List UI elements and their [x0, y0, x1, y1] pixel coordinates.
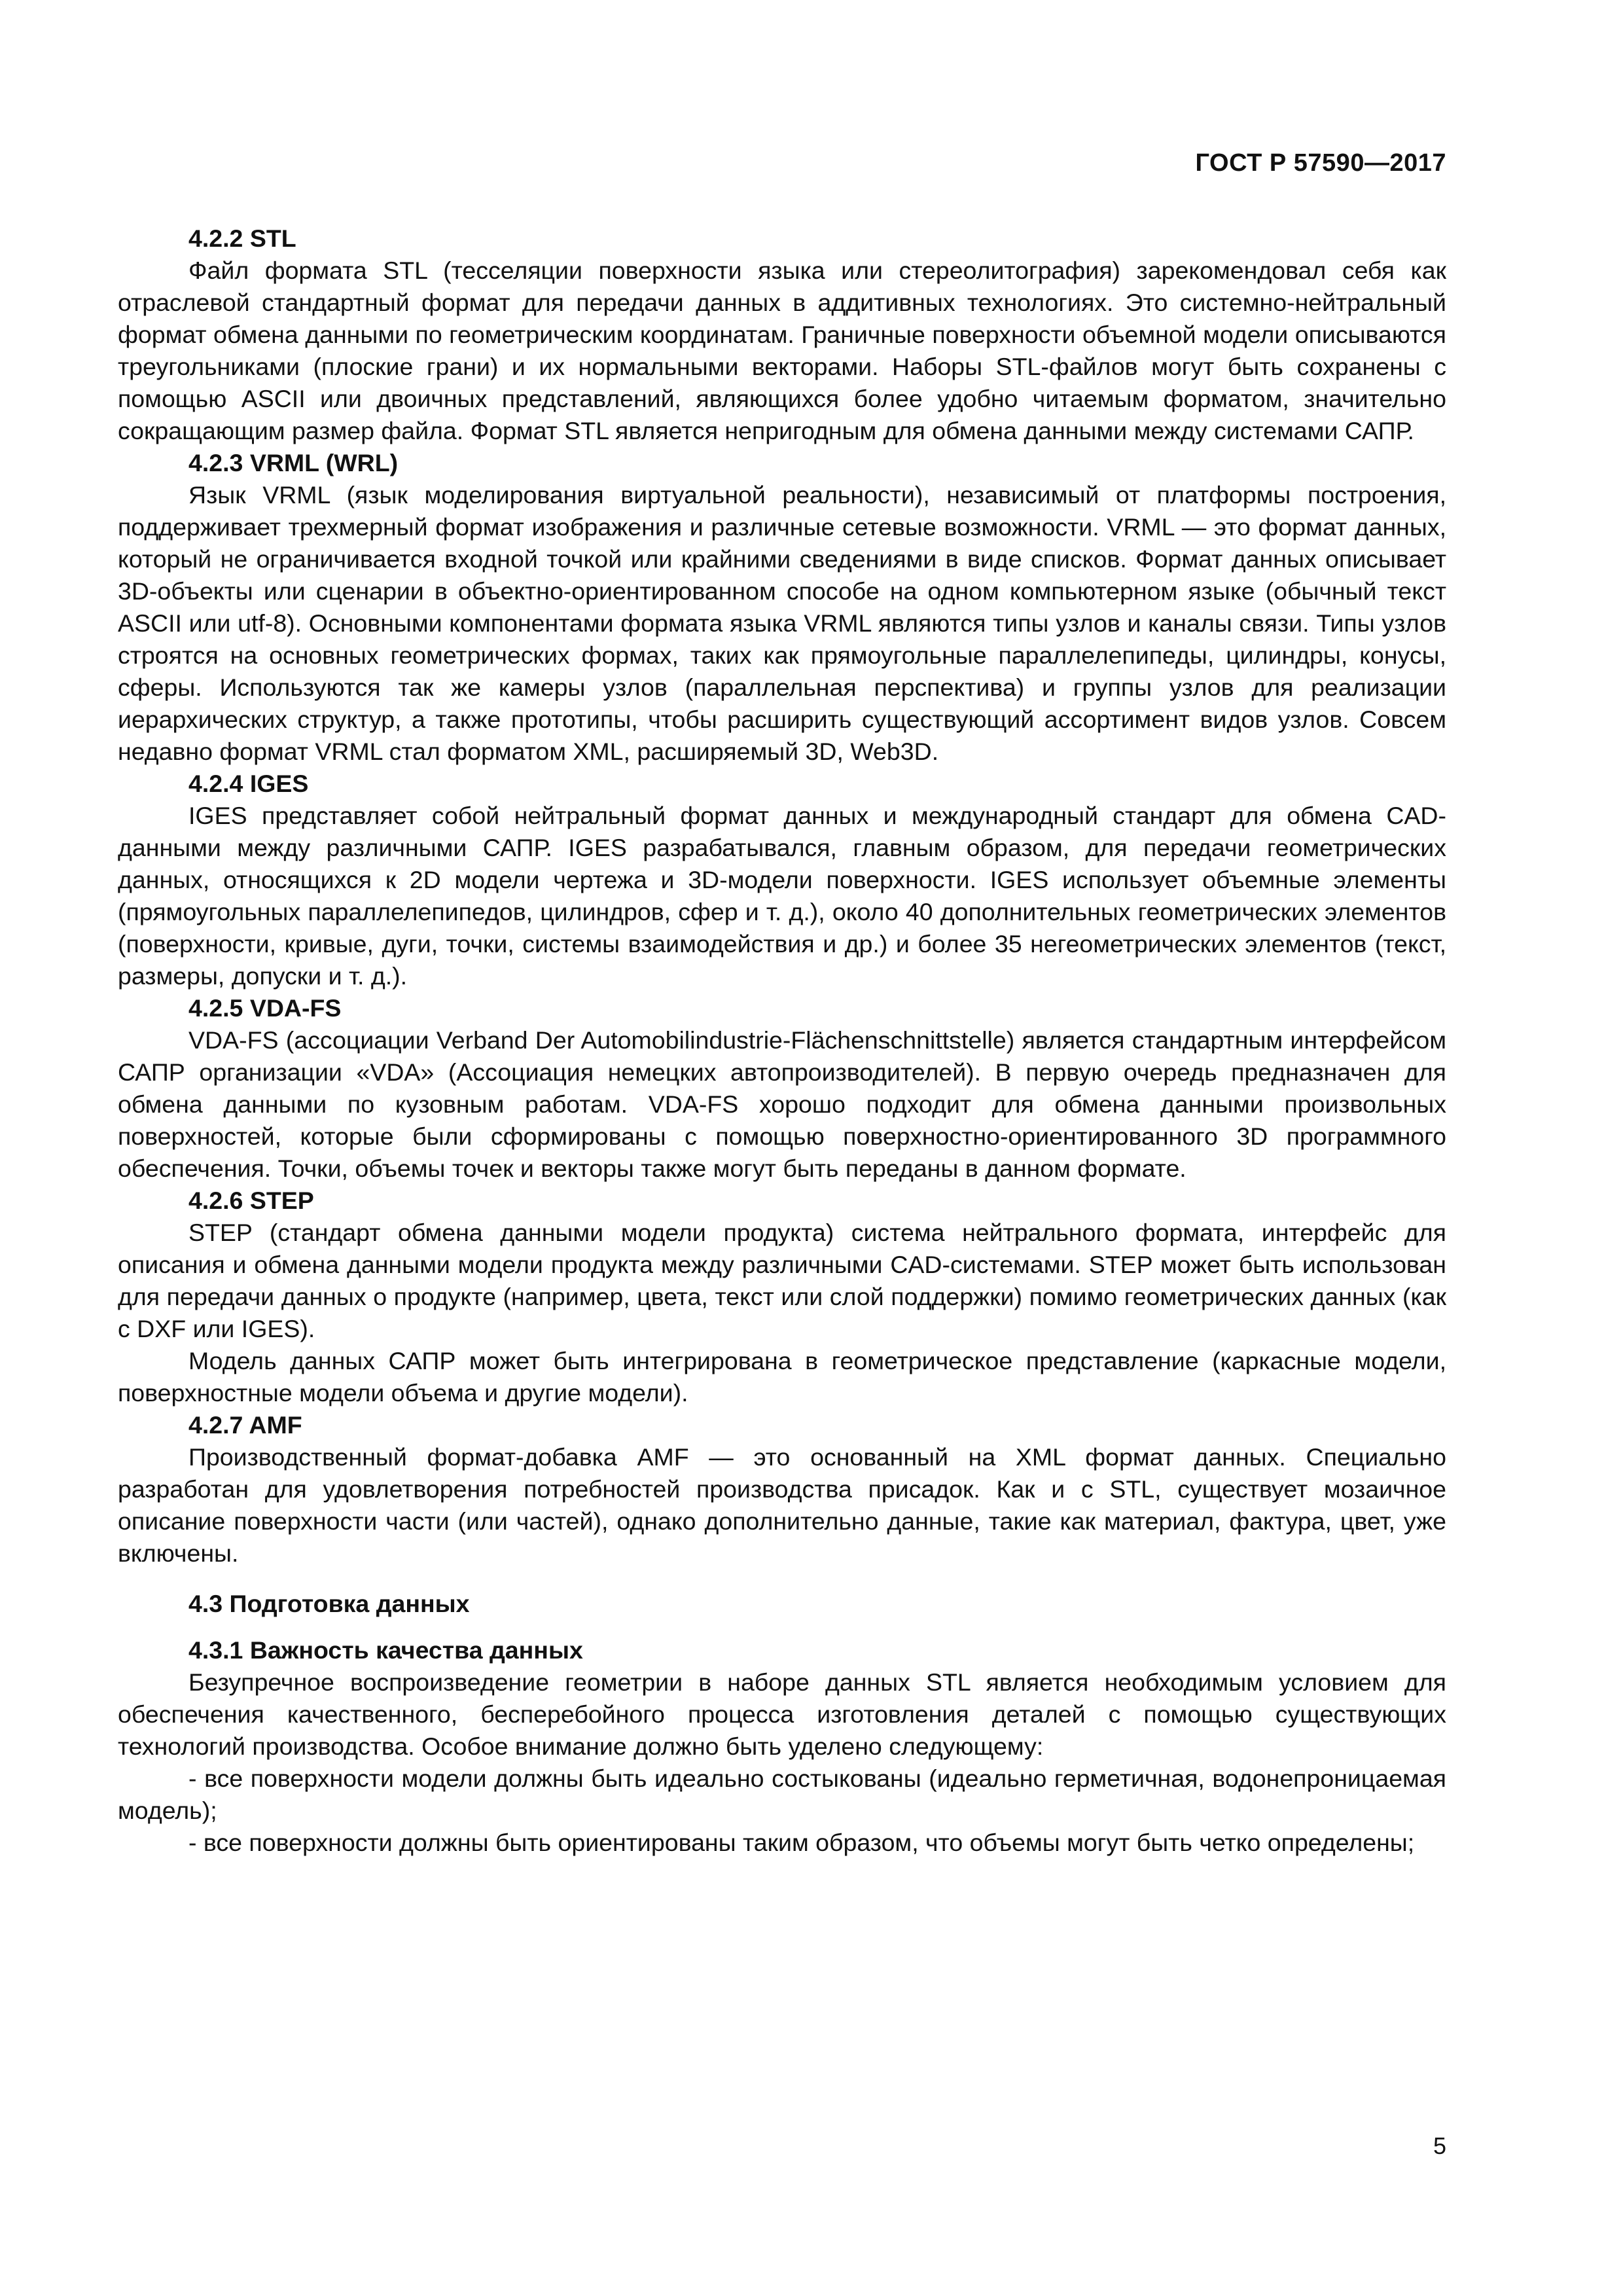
page-number: 5: [1433, 2132, 1446, 2159]
section-heading-4-2-4: 4.2.4 IGES: [188, 770, 309, 797]
list-item: - все поверхности модели должны быть идеально состыкованы (идеально герметичная, водонепроницаемая модель);: [118, 1765, 1446, 1824]
section-heading-4-2-7: 4.2.7 AMF: [188, 1411, 302, 1439]
standard-header: ГОСТ Р 57590—2017: [1195, 149, 1446, 177]
paragraph: Файл формата STL (тесселяции поверхности языка или стереолитография) зарекомендовал себя как отраслевой стандартный формат для передачи данных в аддитивных технологиях. Это системно-нейтральный формат обмена данными по геометрическим координатам. Граничные поверхности объемной модели описываются треугольниками (плоские грани) и их нормальными векторами. Наборы STL-файлов могут быть сохранены с помощью ASCII или двоичных представлений, являющихся более удобно читаемым форматом, значительно сокращающим размер файла. Формат STL является непригодным для обмена данными между системами САПР.: [118, 257, 1446, 444]
paragraph: IGES представляет собой нейтральный формат данных и международный стандарт для обмена CAD-данными между различными САПР. IGES разрабатывался, главным образом, для передачи геометрических данных, относящихся к 2D модели чертежа и 3D-модели поверхности. IGES использует объемные элементы (прямоугольных параллелепипедов, цилиндров, сфер и т. д.), около 40 дополнительных геометрических элементов (поверхности, кривые, дуги, точки, системы взаимодействия и др.) и более 35 негеометрических элементов (текст, размеры, допуски и т. д.).: [118, 802, 1446, 990]
section-heading-4-2-6: 4.2.6 STEP: [188, 1187, 314, 1214]
section-heading-4-3: 4.3 Подготовка данных: [188, 1590, 470, 1617]
paragraph: VDA-FS (ассоциации Verband Der Automobilindustrie-Flächenschnittstelle) является стандартным интерфейсом САПР организации «VDA» (Ассоциация немецких автопроизводителей). В первую очередь предназначен для обмена данными по кузовным работам. VDA-FS хорошо подходит для обмена данными произвольных поверхностей, которые были сформированы с помощью поверхностно-ориентированного 3D программного обеспечения. Точки, объемы точек и векторы также могут быть переданы в данном формате.: [118, 1026, 1446, 1182]
paragraph: Безупречное воспроизведение геометрии в наборе данных STL является необходимым условием для обеспечения качественного, бесперебойного процесса изготовления деталей с помощью существующих технологий производства. Особое внимание должно быть уделено следующему:: [118, 1668, 1446, 1760]
page-content: [118, 223, 1446, 1859]
section-heading-4-2-3: 4.2.3 VRML (WRL): [188, 449, 399, 476]
paragraph: Модель данных САПР может быть интегрирована в геометрическое представление (каркасные модели, поверхностные модели объема и другие модели).: [118, 1347, 1446, 1407]
section-heading-4-3-1: 4.3.1 Важность качества данных: [188, 1636, 583, 1664]
list-item: - все поверхности должны быть ориентированы таким образом, что объемы могут быть четко определены;: [188, 1829, 1415, 1856]
section-heading-4-2-5: 4.2.5 VDA-FS: [188, 994, 342, 1022]
paragraph: STEP (стандарт обмена данными модели продукта) система нейтрального формата, интерфейс для описания и обмена данными модели продукта между различными CAD-системами. STEP может быть использован для передачи данных о продукте (например, цвета, текст или слой поддержки) помимо геометрических данных (как с DXF или IGES).: [118, 1219, 1446, 1342]
paragraph: Производственный формат-добавка AMF — это основанный на XML формат данных. Специально разработан для удовлетворения потребностей производства присадок. Как и с STL, существует мозаичное описание поверхности части (или частей), однако дополнительно данные, такие как материал, фактура, цвет, уже включены.: [118, 1443, 1446, 1567]
section-heading-4-2-2: 4.2.2 STL: [188, 224, 296, 252]
paragraph: Язык VRML (язык моделирования виртуальной реальности), независимый от платформы построения, поддерживает трехмерный формат изображения и различные сетевые возможности. VRML — это формат данных, который не ограничивается входной точкой или крайними сведениями в виде списков. Формат данных описывает 3D-объекты или сценарии в объектно-ориентированном способе на одном компьютерном языке (обычный текст ASCII или utf-8). Основными компонентами формата языка VRML являются типы узлов и каналы связи. Типы узлов строятся на основных геометрических формах, таких как прямоугольные параллелепипеды, цилиндры, конусы, сферы. Используются так же камеры узлов (параллельная перспектива) и группы узлов для реализации иерархических структур, а также прототипы, чтобы расширить существующий ассортимент видов узлов. Совсем недавно формат VRML стал форматом XML, расширяемый 3D, Web3D.: [118, 481, 1446, 765]
